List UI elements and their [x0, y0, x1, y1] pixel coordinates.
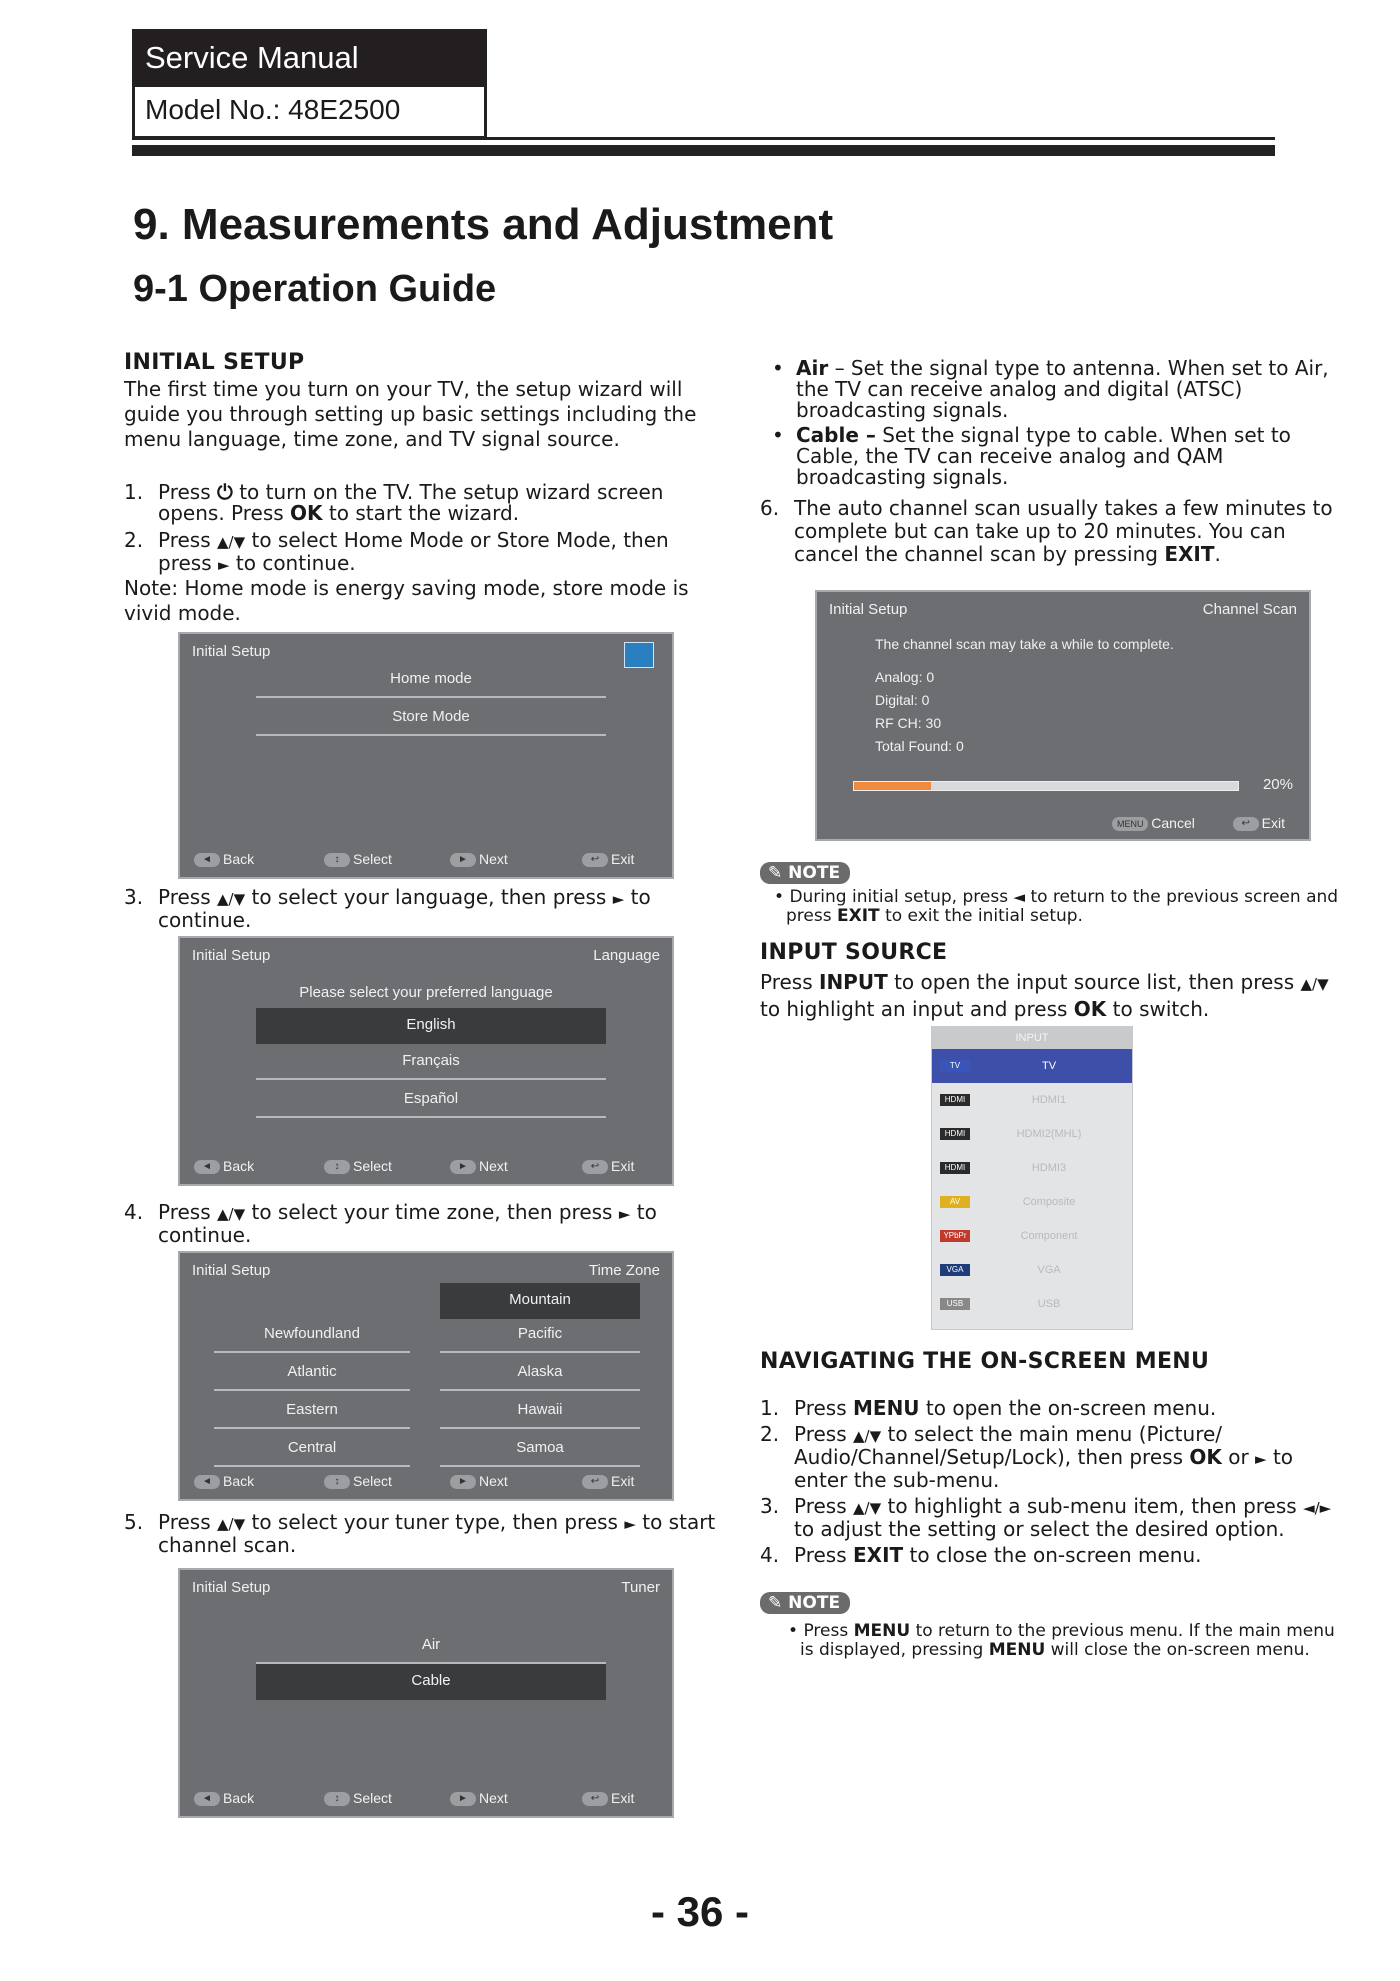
scan-counts — [875, 666, 964, 758]
screen-language — [178, 936, 674, 1186]
input-item-label: HDMI1 — [1031, 1094, 1067, 1106]
step-3: 3. Press ▲/▼ to select your language, then press ► to continue. — [124, 885, 651, 932]
select-key-icon: ↕ — [324, 1160, 350, 1174]
nav-next: ► Next — [450, 851, 508, 867]
input-item-tv[interactable] — [932, 1049, 1132, 1083]
screen-subtitle: Tuner — [621, 1579, 660, 1596]
note-badge-1: ✎ NOTE — [760, 862, 850, 884]
scan-rf-channel: RF CH: 30 — [875, 715, 942, 731]
usb-icon: USB — [940, 1298, 970, 1310]
input-item-component[interactable] — [932, 1219, 1132, 1253]
input-item-label: USB — [1037, 1298, 1061, 1310]
next-key-icon: ► — [450, 1475, 476, 1489]
initial-setup-intro: The first time you turn on your TV, the setup wizard will guide you through setting up basic settings including the menu language, time zone, and TV signal source. — [124, 377, 697, 451]
mode-note: Note: Home mode is energy saving mode, store mode is vivid mode. — [124, 576, 689, 625]
tz-samoa[interactable]: Samoa — [440, 1431, 640, 1467]
input-source-title: INPUT SOURCE — [760, 940, 948, 965]
hdmi-icon: HDMI — [940, 1162, 970, 1174]
hdmi-icon: HDMI — [940, 1128, 970, 1140]
scan-digital: Digital: 0 — [875, 692, 930, 708]
screen-time-zone — [178, 1251, 674, 1501]
scan-progress-fill — [854, 782, 931, 790]
energy-star-icon — [624, 642, 654, 668]
tz-central[interactable]: Central — [214, 1431, 410, 1467]
input-item-hdmi1[interactable] — [932, 1083, 1132, 1117]
bullet-cable: • Cable – Set the signal type to cable. When set to Cable, the TV can receive analog and QAM broadcasting signals. — [772, 423, 1291, 489]
back-key-icon: ◄ — [194, 1475, 220, 1489]
screen-subtitle: Time Zone — [588, 1262, 660, 1279]
section-title: 9-1 Operation Guide — [133, 268, 497, 310]
option-air[interactable]: Air — [256, 1628, 606, 1664]
select-key-icon: ↕ — [324, 1475, 350, 1489]
input-source-text: Press INPUT to open the input source list, then press ▲/▼ to highlight an input and press OK to switch. — [760, 970, 1329, 1021]
navigating-title: NAVIGATING THE ON-SCREEN MENU — [760, 1349, 1210, 1374]
navigating-steps — [760, 1398, 1350, 1566]
note-1-text: • During initial setup, press ◄ to return to the previous screen and press EXIT to exit the initial setup. — [774, 887, 1339, 926]
step-1: 1. Press ⏻ to turn on the TV. The setup wizard screen opens. Press OK to start the wizard. — [124, 480, 664, 525]
right-arrow-icon: ► — [217, 556, 230, 574]
tz-eastern[interactable]: Eastern — [214, 1393, 410, 1429]
av-icon: AV — [940, 1196, 970, 1208]
scan-total: Total Found: 0 — [875, 738, 964, 754]
screen-nav-bar — [192, 851, 660, 871]
scan-progress-bar — [853, 781, 1239, 791]
nav-exit: ↩ Exit — [582, 851, 634, 867]
tz-alaska[interactable]: Alaska — [440, 1355, 640, 1391]
setup-step-5 — [124, 1512, 724, 1556]
input-item-label: VGA — [1037, 1264, 1061, 1276]
screen-nav-bar: ◄ Back ↕ Select ► Next ↩ Exit — [192, 1790, 660, 1810]
next-key-icon: ► — [450, 1160, 476, 1174]
option-cable[interactable]: Cable — [256, 1664, 606, 1700]
screen-title: Initial Setup — [829, 601, 908, 618]
nav-step-3: 3. Press ▲/▼ to highlight a sub-menu item, then press ◄/► to adjust the setting or select the desired option. — [760, 1494, 1332, 1541]
exit-key-icon: ↩ — [582, 1160, 608, 1174]
input-item-label: HDMI3 — [1031, 1162, 1067, 1174]
left-arrow-icon: ◄ — [1013, 888, 1026, 906]
exit-key-icon: ↩ — [582, 1792, 608, 1806]
screen-input-list — [931, 1026, 1133, 1330]
nav-back: ◄ Back — [194, 851, 254, 867]
nav-step-1: 1. Press MENU to open the on-screen menu. — [760, 1396, 1217, 1420]
tuner-bullets — [772, 358, 1342, 488]
divider — [132, 137, 1275, 140]
chapter-title: 9. Measurements and Adjustment — [133, 200, 834, 249]
note-badge-2: ✎ NOTE — [760, 1592, 850, 1614]
screen-nav-bar: ◄ Back ↕ Select ► Next ↩ Exit — [192, 1473, 660, 1493]
screen-channel-scan — [815, 590, 1311, 841]
exit-key-icon: ↩ — [582, 1475, 608, 1489]
input-item-usb[interactable] — [932, 1287, 1132, 1321]
screen-nav-bar: ◄ Back ↕ Select ► Next ↩ Exit — [192, 1158, 660, 1178]
nav-step-4: 4. Press EXIT to close the on-screen menu. — [760, 1543, 1202, 1567]
screen-title: Initial Setup — [192, 643, 271, 660]
setup-step-4 — [124, 1202, 724, 1246]
input-item-hdmi3[interactable] — [932, 1151, 1132, 1185]
menu-key-icon: MENU — [1112, 817, 1148, 831]
screen-title: Initial Setup — [192, 947, 271, 964]
input-item-label: HDMI2(MHL) — [1016, 1128, 1082, 1140]
exit-key-icon: ↩ — [582, 853, 608, 867]
setup-steps-1-2 — [124, 482, 724, 576]
tv-icon: TV — [940, 1060, 970, 1072]
tz-atlantic[interactable]: Atlantic — [214, 1355, 410, 1391]
input-item-hdmi2-mhl-[interactable] — [932, 1117, 1132, 1151]
manual-header — [132, 29, 487, 139]
setup-step-3 — [124, 887, 724, 931]
screen-title: Initial Setup — [192, 1579, 271, 1596]
step-2: 2. Press ▲/▼ to select Home Mode or Store Mode, then press ► to continue. — [124, 528, 669, 575]
cancel-label[interactable]: Cancel — [1151, 814, 1195, 831]
language-prompt: Please select your preferred language — [299, 984, 553, 1001]
up-down-arrows-icon: ▲/▼ — [217, 533, 246, 551]
scan-analog: Analog: 0 — [875, 669, 935, 685]
pencil-icon: ✎ — [768, 863, 783, 883]
screen-subtitle: Language — [593, 947, 660, 964]
option-store-mode[interactable]: Store Mode — [256, 700, 606, 736]
screen-title: Initial Setup — [192, 1262, 271, 1279]
tz-hawaii[interactable]: Hawaii — [440, 1393, 640, 1429]
select-key-icon: ↕ — [324, 853, 350, 867]
input-item-label: Component — [1020, 1230, 1078, 1242]
screen-home-store-mode — [178, 632, 674, 879]
setup-step-6 — [760, 497, 1355, 566]
tz-pacific[interactable]: Pacific — [440, 1317, 640, 1353]
next-key-icon: ► — [450, 853, 476, 867]
pencil-icon: ✎ — [768, 1593, 783, 1613]
input-item-label: Composite — [1022, 1196, 1076, 1208]
model-number: Model No.: 48E2500 — [145, 94, 401, 125]
power-icon: ⏻ — [217, 480, 233, 504]
step-5: 5. Press ▲/▼ to select your tuner type, then press ► to start channel scan. — [124, 1510, 716, 1557]
bullet-air: • Air – Set the signal type to antenna. When set to Air, the TV can receive analog and digital (ATSC) broadcasting signals. — [772, 356, 1329, 422]
scan-message: The channel scan may take a while to complete. — [875, 636, 1174, 652]
option-home-mode[interactable]: Home mode — [256, 662, 606, 698]
ypbpr-icon: YPbPr — [940, 1230, 970, 1242]
header-title: Service Manual — [135, 32, 484, 87]
back-key-icon: ◄ — [194, 1792, 220, 1806]
initial-setup-title: INITIAL SETUP — [124, 350, 305, 375]
tz-mountain[interactable]: Mountain — [440, 1283, 640, 1319]
input-item-vga[interactable] — [932, 1253, 1132, 1287]
option-francais[interactable]: Français — [256, 1044, 606, 1080]
nav-step-2: 2. Press ▲/▼ to select the main menu (Picture/ Audio/Channel/Setup/Lock), then press OK or ► to enter the sub-menu. — [760, 1422, 1294, 1492]
option-espanol[interactable]: Español — [256, 1082, 606, 1118]
page-number: - 36 - — [650, 1888, 750, 1935]
next-key-icon: ► — [450, 1792, 476, 1806]
step-4: 4. Press ▲/▼ to select your time zone, then press ► to continue. — [124, 1200, 657, 1247]
input-item-label: TV — [1041, 1060, 1057, 1072]
hdmi-icon: HDMI — [940, 1094, 970, 1106]
input-list-header: INPUT — [932, 1027, 1132, 1049]
step-6: 6. The auto channel scan usually takes a few minutes to complete but can take up to 20 minutes. You can cancel the channel scan by pressing EXIT. — [760, 496, 1333, 566]
scan-nav — [1112, 815, 1285, 831]
scan-percent: 20% — [1262, 776, 1293, 793]
input-item-composite[interactable] — [932, 1185, 1132, 1219]
screen-tuner — [178, 1568, 674, 1818]
tz-newfoundland[interactable]: Newfoundland — [214, 1317, 410, 1353]
input-list-rows — [932, 1049, 1132, 1321]
exit-key-icon: ↩ — [1233, 817, 1259, 831]
back-key-icon: ◄ — [194, 1160, 220, 1174]
option-english[interactable]: English — [256, 1008, 606, 1044]
divider-thick — [132, 145, 1275, 156]
note-2-text: • Press MENU to return to the previous menu. If the main menu is displayed, pressing MENU will close the on-screen menu. — [788, 1621, 1335, 1660]
back-key-icon: ◄ — [194, 853, 220, 867]
exit-label[interactable]: Exit — [1261, 814, 1285, 831]
select-key-icon: ↕ — [324, 1792, 350, 1806]
screen-subtitle: Channel Scan — [1202, 601, 1297, 618]
vga-icon: VGA — [940, 1264, 970, 1276]
nav-select: ↕ Select — [324, 851, 392, 867]
